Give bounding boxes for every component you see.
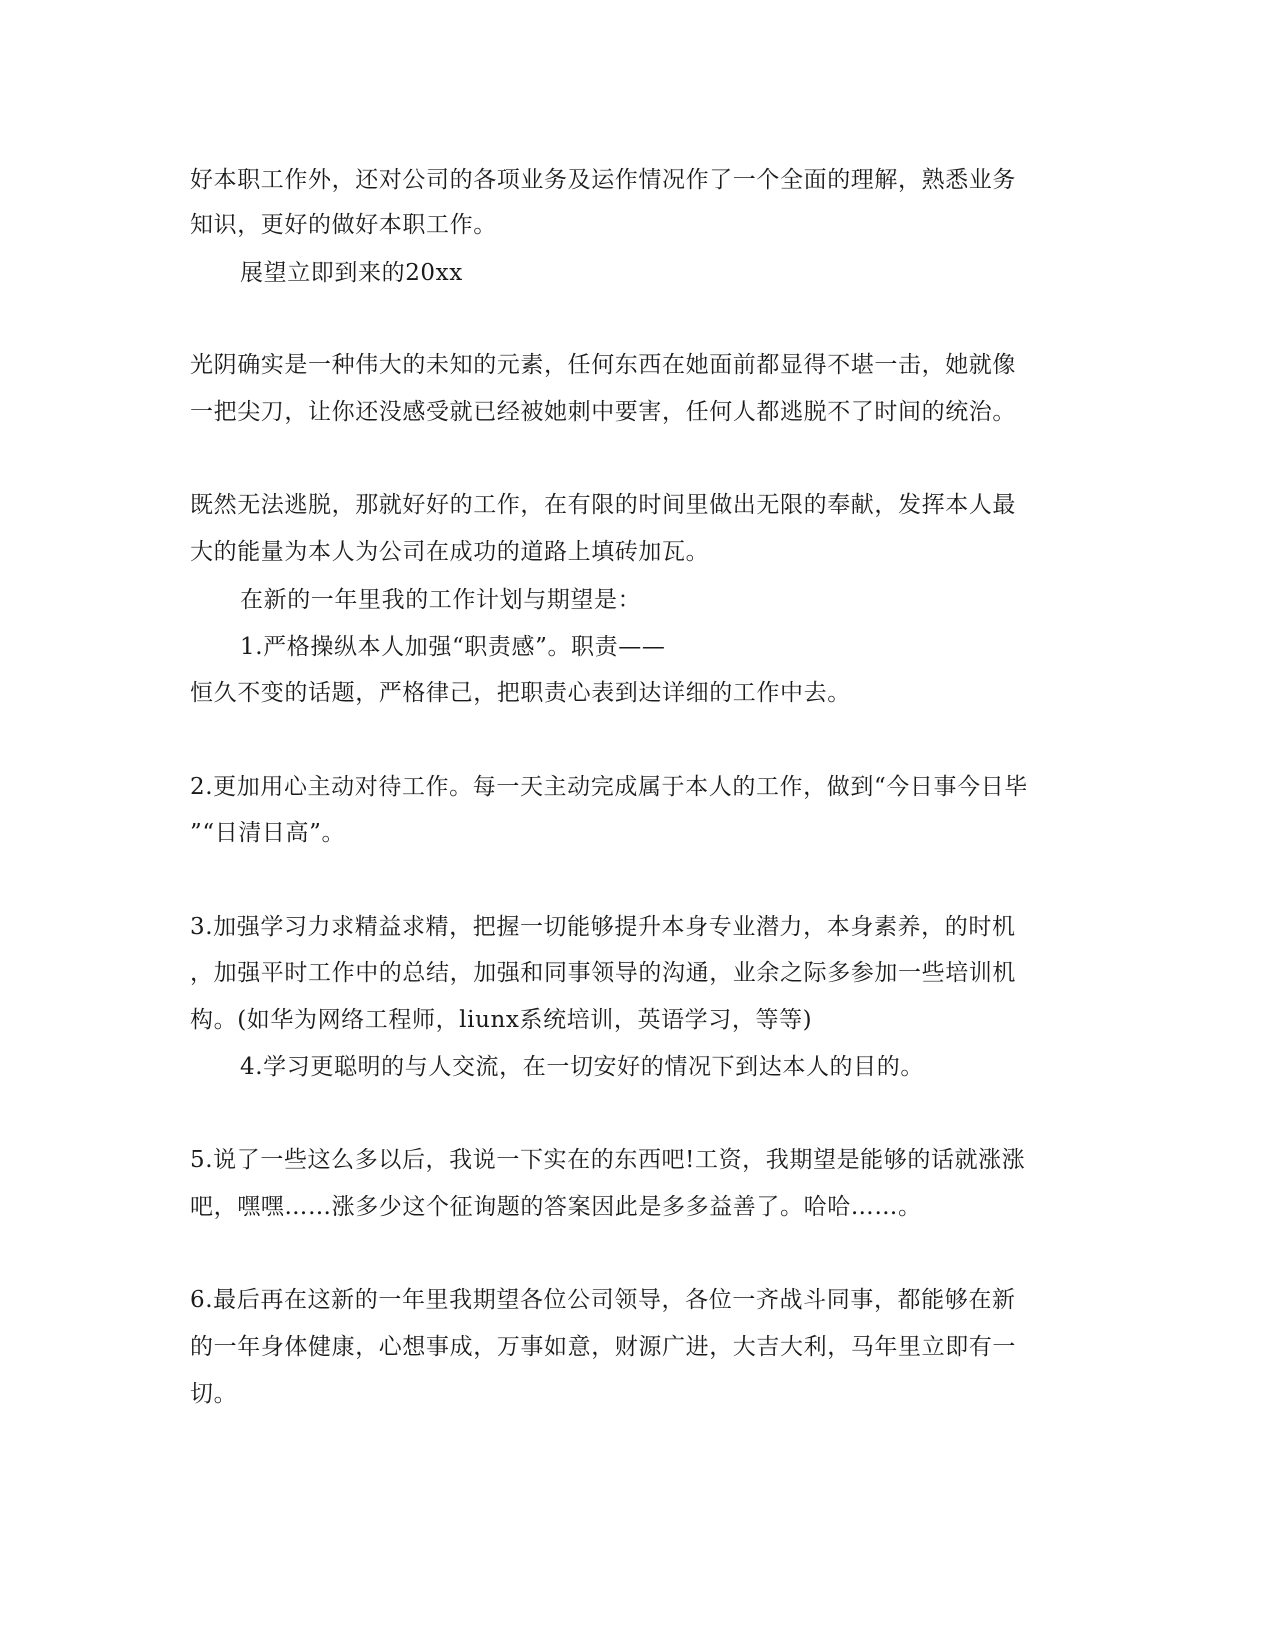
paragraph-line: 大的能量为本人为公司在成功的道路上填砖加瓦。 [190,539,710,565]
paragraph-line: ”“日清日高”。 [190,820,346,846]
paragraph-line: 光阴确实是一种伟大的未知的元素，任何东西在她面前都显得不堪一击，她就像 [190,352,1016,378]
list-item: 3.加强学习力求精益求精，把握一切能够提升本身专业潜力，本身素养，的时机 [190,914,1016,940]
list-item: 1.严格操纵本人加强“职责感”。职责—— [240,634,666,660]
list-item: 4.学习更聪明的与人交流，在一切安好的情况下到达本人的目的。 [240,1054,924,1080]
paragraph-line: 在新的一年里我的工作计划与期望是： [240,587,642,613]
paragraph-line: 既然无法逃脱，那就好好的工作，在有限的时间里做出无限的奉献，发挥本人最 [190,492,1016,518]
list-item: 6.最后再在这新的一年里我期望各位公司领导，各位一齐战斗同事，都能够在新 [190,1287,1016,1313]
paragraph-line: ，加强平时工作中的总结，加强和同事领导的沟通，业余之际多参加一些培训机 [190,960,1016,986]
paragraph-line: 一把尖刀，让你还没感受就已经被她刺中要害，任何人都逃脱不了时间的统治。 [190,399,1016,425]
paragraph-line: 知识，更好的做好本职工作。 [190,212,497,238]
list-item: 2.更加用心主动对待工作。每一天主动完成属于本人的工作，做到“今日事今日毕 [190,774,1028,800]
paragraph-line: 展望立即到来的20xx [240,260,463,286]
list-item: 5.说了一些这么多以后，我说一下实在的东西吧!工资，我期望是能够的话就涨涨 [190,1147,1026,1173]
paragraph-line: 切。 [190,1381,238,1407]
paragraph-line: 的一年身体健康，心想事成，万事如意，财源广进，大吉大利，马年里立即有一 [190,1334,1016,1360]
paragraph-line: 吧，嘿嘿……涨多少这个征询题的答案因此是多多益善了。哈哈……。 [190,1194,922,1220]
paragraph-line: 构。(如华为网络工程师，liunx系统培训，英语学习，等等) [190,1007,813,1033]
paragraph-line: 好本职工作外，还对公司的各项业务及运作情况作了一个全面的理解，熟悉业务 [190,167,1016,193]
paragraph-line: 恒久不变的话题，严格律己，把职责心表到达详细的工作中去。 [190,680,851,706]
